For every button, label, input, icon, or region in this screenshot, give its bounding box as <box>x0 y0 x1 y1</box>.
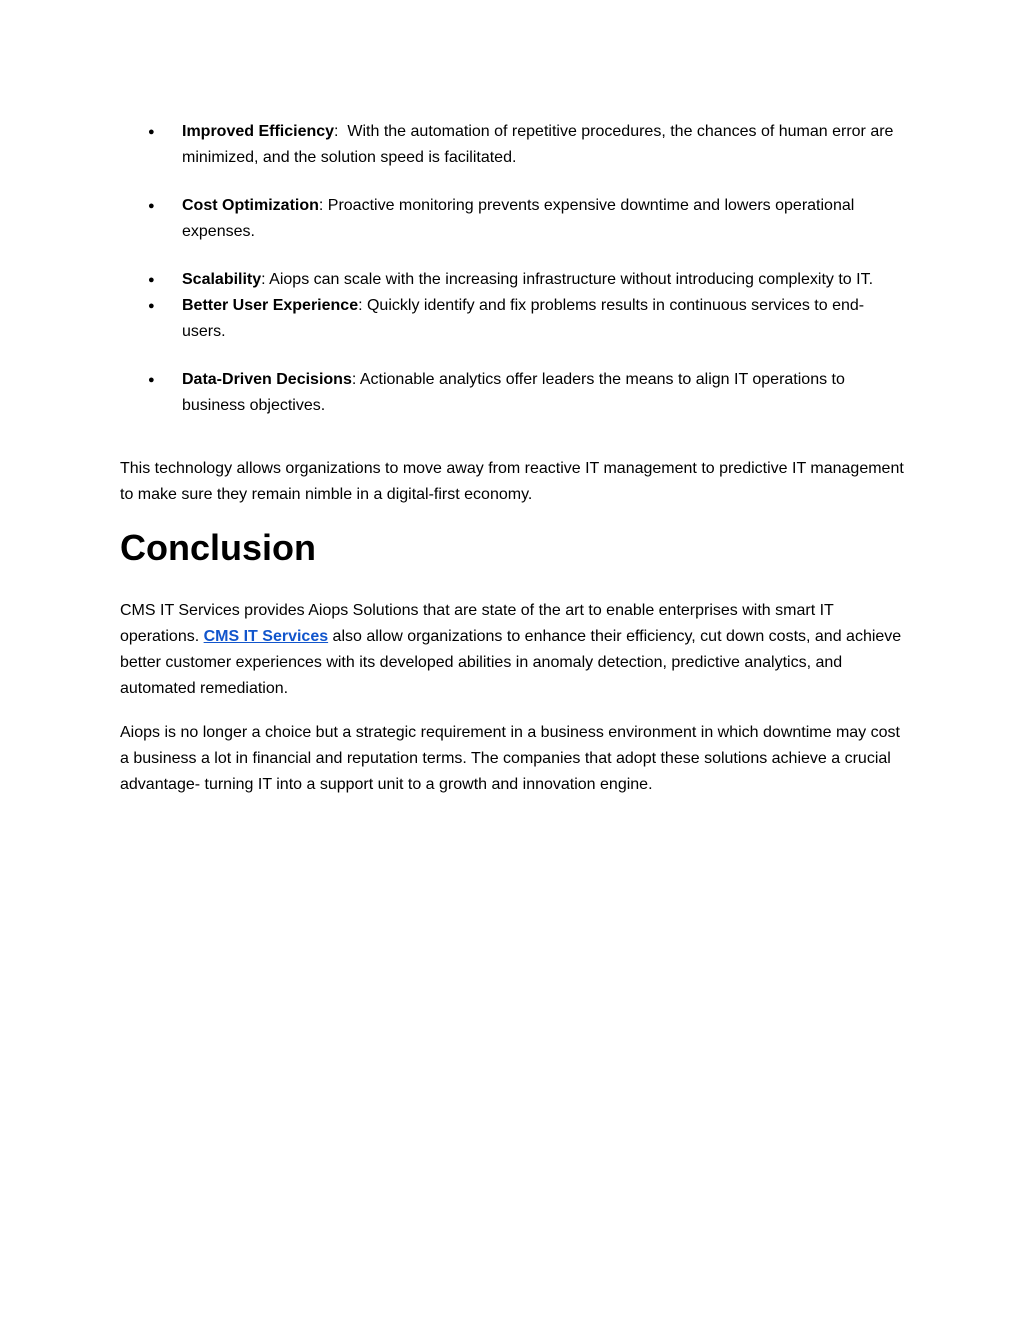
conclusion-heading: Conclusion <box>120 527 316 568</box>
bullet-term: Better User Experience <box>182 297 359 314</box>
benefits-bullet-list <box>120 119 904 419</box>
conclusion-text-before-link: CMS IT Services provides Aiops Solutions that are state of the art to enable enterprises with smart IT operations. <box>120 602 838 645</box>
bullet-text: : Quickly identify and fix problems results in continuous services to end-users. <box>182 297 865 340</box>
bullet-term: Cost Optimization <box>182 197 319 214</box>
bullet-text: : With the automation of repetitive procedures, the chances of human error are minimized, and the solution speed is facilitated. <box>182 123 898 166</box>
closing-paragraph: Aiops is no longer a choice but a strategic requirement in a business environment in which downtime may cost a business a lot in financial and reputation terms. The companies that adopt these solutions achieve a crucial advantage- turning IT into a support unit to a growth and innovation engine. <box>120 724 900 793</box>
bullet-term: Data-Driven Decisions <box>182 371 352 388</box>
bullet-term: Scalability <box>182 271 262 288</box>
bullet-text: : Actionable analytics offer leaders the means to align IT operations to business objectives. <box>182 371 850 414</box>
list-item-scalability <box>120 267 904 293</box>
bullet-text: : Proactive monitoring prevents expensive downtime and lowers operational expenses. <box>182 197 859 240</box>
list-item-cost-optimization <box>120 193 904 245</box>
bullet-text: : Aiops can scale with the increasing infrastructure without introducing complexity to IT. <box>261 271 874 288</box>
cms-it-services-link[interactable]: CMS IT Services <box>203 628 329 645</box>
intro-paragraph: This technology allows organizations to move away from reactive IT management to predictive IT management to make sure they remain nimble in a digital-first economy. <box>120 460 904 503</box>
conclusion-text-after-link: also allow organizations to enhance their efficiency, cut down costs, and achieve better customer experiences with its developed abilities in anomaly detection, predictive analytics, and automated remediation. <box>120 628 906 697</box>
list-item-better-user-experience <box>120 293 904 345</box>
bullet-term: Improved Efficiency <box>182 123 335 140</box>
conclusion-paragraph <box>120 598 904 702</box>
list-item-improved-efficiency <box>120 119 904 171</box>
list-item-data-driven-decisions <box>120 367 904 419</box>
